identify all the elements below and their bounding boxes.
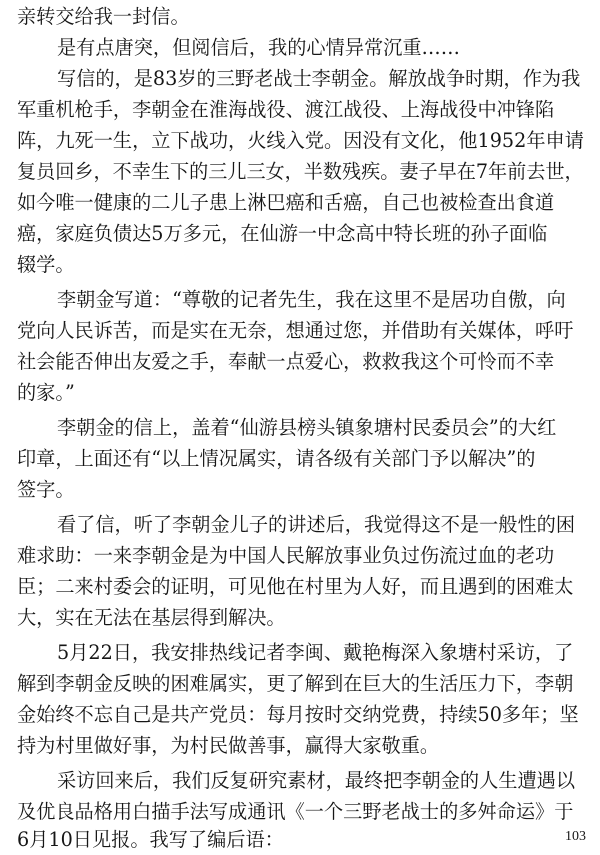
book-page: 亲转交给我一封信。 是有点唐突，但阅信后，我的心情异常沉重…… 写信的，是83岁的三野老战士李朝金。解放战争时期，作为我 军重机枪手，李朝金在淮海战役、渡江战役、上海战役中冲锋陷 阵，九死一生，立下战功，火线入党。因没有文化，他1952年申请 复员回乡，不幸生下的三儿三女，半数残疾。妻子早在7年前去世， 如今唯一健康的二儿子患上淋巴癌和舌癌，自己也被检查出食道 癌，家庭负债达5万多元，在仙游一中念高中特长班的孙子面临 辍学。 李朝金写道：“尊敬的记者先生，我在这里不是居功自傲，向 党向人民诉苦，而是实在无奈，想通过您，并借助有关媒体，呼吁 社会能否伸出友爱之手，奉献一点爱心，救救我这个可怜而不幸 的家。” 李朝金的信上，盖着“仙游县榜头镇象塘村民委员会”的大红 印章，上面还有“以上情况属实，请各级有关部门予以解决”的 签字。 看了信，听了李朝金儿子的讲述后，我觉得这不是一般性的困 难求助：一来李朝金是为中国人民解放事业负过伤流过血的老功 臣；二来村委会的证明，可见他在村里为人好，而且遇到的困难太 大，实在无法在基层得到解决。 5月22日，我安排热线记者李闽、戴艳梅深入象塘村采访，了 解到李朝金反映的困难属实，更了解到在巨大的生活压力下，李朝 金始终不忘自己是共产党员：每月按时交纳党费，持续50多年；坚 持为村里做好事，为村民做善事，赢得大家敬重。 采访回来后，我们反复研究素材，最终把李朝金的人生遭遇以 及优良品格用白描手法写成通讯《一个三野老战士的多舛命运》于 6月10日见报。我写了编后语： 103: [17, 5, 586, 851]
page-number: 103: [565, 829, 586, 844]
